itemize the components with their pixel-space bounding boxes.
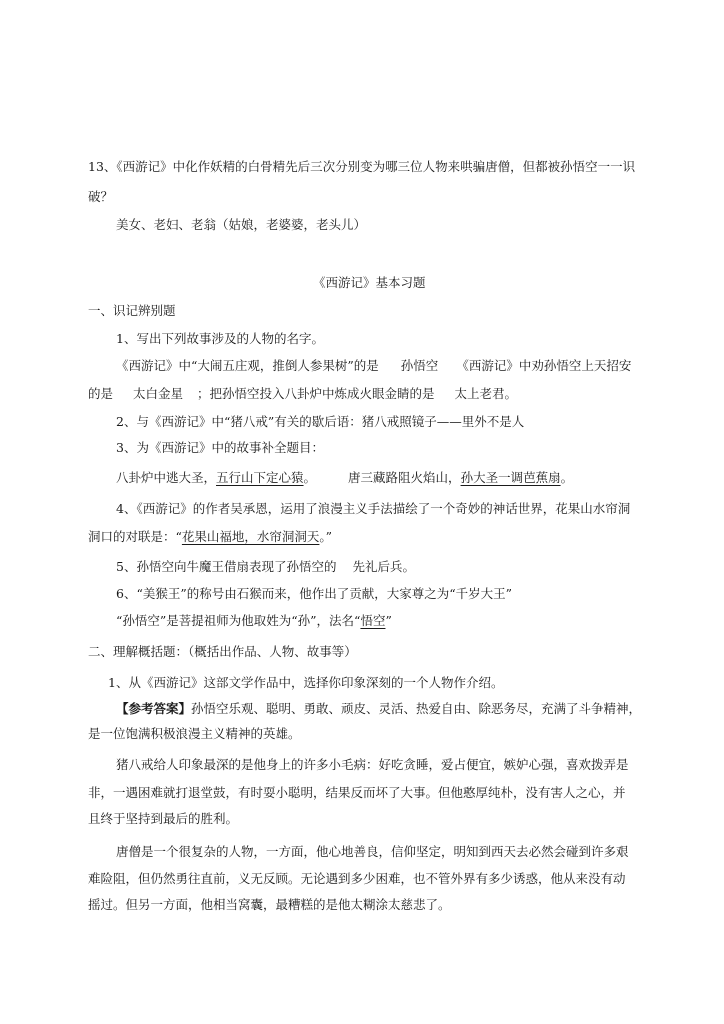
s1-item4-line1: 4、《西游记》的作者吴承恩，运用了浪漫主义手法描绘了一个奇妙的神话世界，花果山水帘洞 [116, 501, 631, 516]
s2-item1: 1、从《西游记》这部文学作品中，选择你印象深刻的一个人物作介绍。 [108, 675, 504, 690]
s1-item1-line-b [88, 385, 517, 403]
s1-item4-suffix: 。” [319, 529, 333, 544]
s1-item5-answer: 先礼后兵。 [352, 559, 415, 574]
s1-item5 [116, 558, 415, 576]
s1-item1-line-a [116, 357, 631, 375]
s1-item5-prefix: 5、孙悟空向牛魔王借扇表现了孙悟空的 [116, 559, 337, 574]
s1-item3-a-prefix: 八卦炉中逃大圣， [116, 470, 217, 485]
s1-item3-intro: 3、为《西游记》中的故事补全题目： [116, 440, 324, 455]
s1-item4-answer: 花果山福地，水帘洞洞天 [181, 529, 320, 544]
s1-item3-a-suffix: 。 [303, 470, 317, 485]
s1-item4-line2 [88, 528, 332, 546]
q13-answer: 美女、老妇、老翁（姑娘，老婆婆，老头儿） [116, 217, 367, 232]
s1-item1-a-prefix: 《西游记》中“大闹五庄观，推倒人参果树”的是 [116, 358, 379, 373]
s1-item6-line1: 6、“美猴王”的称号由石猴而来，他作出了贡献，大家尊之为“千岁大王” [116, 586, 513, 601]
s1-item4-prefix: 洞口的对联是：“ [88, 529, 182, 544]
s2-ref-line1 [116, 700, 641, 718]
s1-item3-b-answer: 孙大圣一调芭蕉扇 [460, 470, 561, 485]
s1-item6-line2 [116, 612, 392, 630]
section2-heading: 二、理解概括题：（概括出作品、人物、故事等） [88, 644, 357, 659]
s2-tang-line2: 难险阻，但仍然勇往直前，义无反顾。无论遇到多少困难，也不管外界有多少诱惑，他从来没有动 [88, 871, 626, 886]
s1-item1-intro: 1、写出下列故事涉及的人物的名字。 [116, 331, 324, 346]
s2-zhu-line3: 且终于坚持到最后的胜利。 [88, 811, 239, 826]
s1-item1-a-answer: 孙悟空 [400, 358, 439, 373]
q13-question-line1: 13、《西游记》中化作妖精的白骨精先后三次分别变为哪三位人物来哄骗唐僧，但都被孙悟空一一识 [88, 159, 636, 174]
s2-zhu-line2: 非，一遇困难就打退堂鼓，有时耍小聪明，结果反而坏了大事。但他憨厚纯朴，没有害人之心，并 [88, 785, 626, 800]
s1-item1-b-prefix: 《西游记》中劝孙悟空上天招安 [456, 358, 632, 373]
s1-item3-answers [116, 469, 573, 487]
s2-tang-line1: 唐僧是一个很复杂的人物，一方面，他心地善良，信仰坚定，明知到西天去必然会碰到许多艰 [116, 844, 629, 859]
s2-ref-text1: 孙悟空乐观、聪明、勇敢、顽皮、灵活、热爱自由、除恶务尽，充满了斗争精神， [191, 701, 642, 716]
s1-item6-prefix: “孙悟空”是菩提祖师为他取姓为“孙”，法名“ [116, 613, 361, 628]
section1-heading: 一、识记辨别题 [88, 303, 176, 318]
s1-item1-d-prefix: ；把孙悟空投入八卦炉中炼成火眼金睛的是 [197, 386, 435, 401]
s2-ref-label: 【参考答案】 [116, 701, 192, 716]
s2-zhu-line1: 猪八戒给人印象最深的是他身上的许多小毛病：好吃贪睡，爱占便宜，嫉妒心强，喜欢拨弄是 [116, 757, 629, 772]
s1-item3-a-answer: 五行山下定心猿 [216, 470, 304, 485]
page-title: 《西游记》基本习题 [313, 275, 426, 290]
s2-ref-line2: 是一位饱满积极浪漫主义精神的英雄。 [88, 726, 301, 741]
q13-question-line2: 破？ [88, 189, 114, 204]
s2-tang-line3: 摇过。但另一方面，他相当窝囊，最糟糕的是他太糊涂太慈悲了。 [88, 897, 451, 912]
s1-item1-d-answer: 太上老君。 [454, 386, 518, 401]
s1-item6-answer: 悟空 [360, 613, 386, 628]
s1-item1-c-prefix: 的是 [88, 386, 114, 401]
s1-item2: 2、与《西游记》中“猪八戒”有关的歇后语：猪八戒照镜子——里外不是人 [116, 414, 525, 429]
s1-item6-suffix: ” [385, 613, 392, 628]
s1-item3-b-prefix: 唐三藏路阻火焰山， [348, 470, 461, 485]
s1-item1-c-answer: 太白金星 [133, 386, 184, 401]
s1-item3-b-suffix: 。 [560, 470, 574, 485]
